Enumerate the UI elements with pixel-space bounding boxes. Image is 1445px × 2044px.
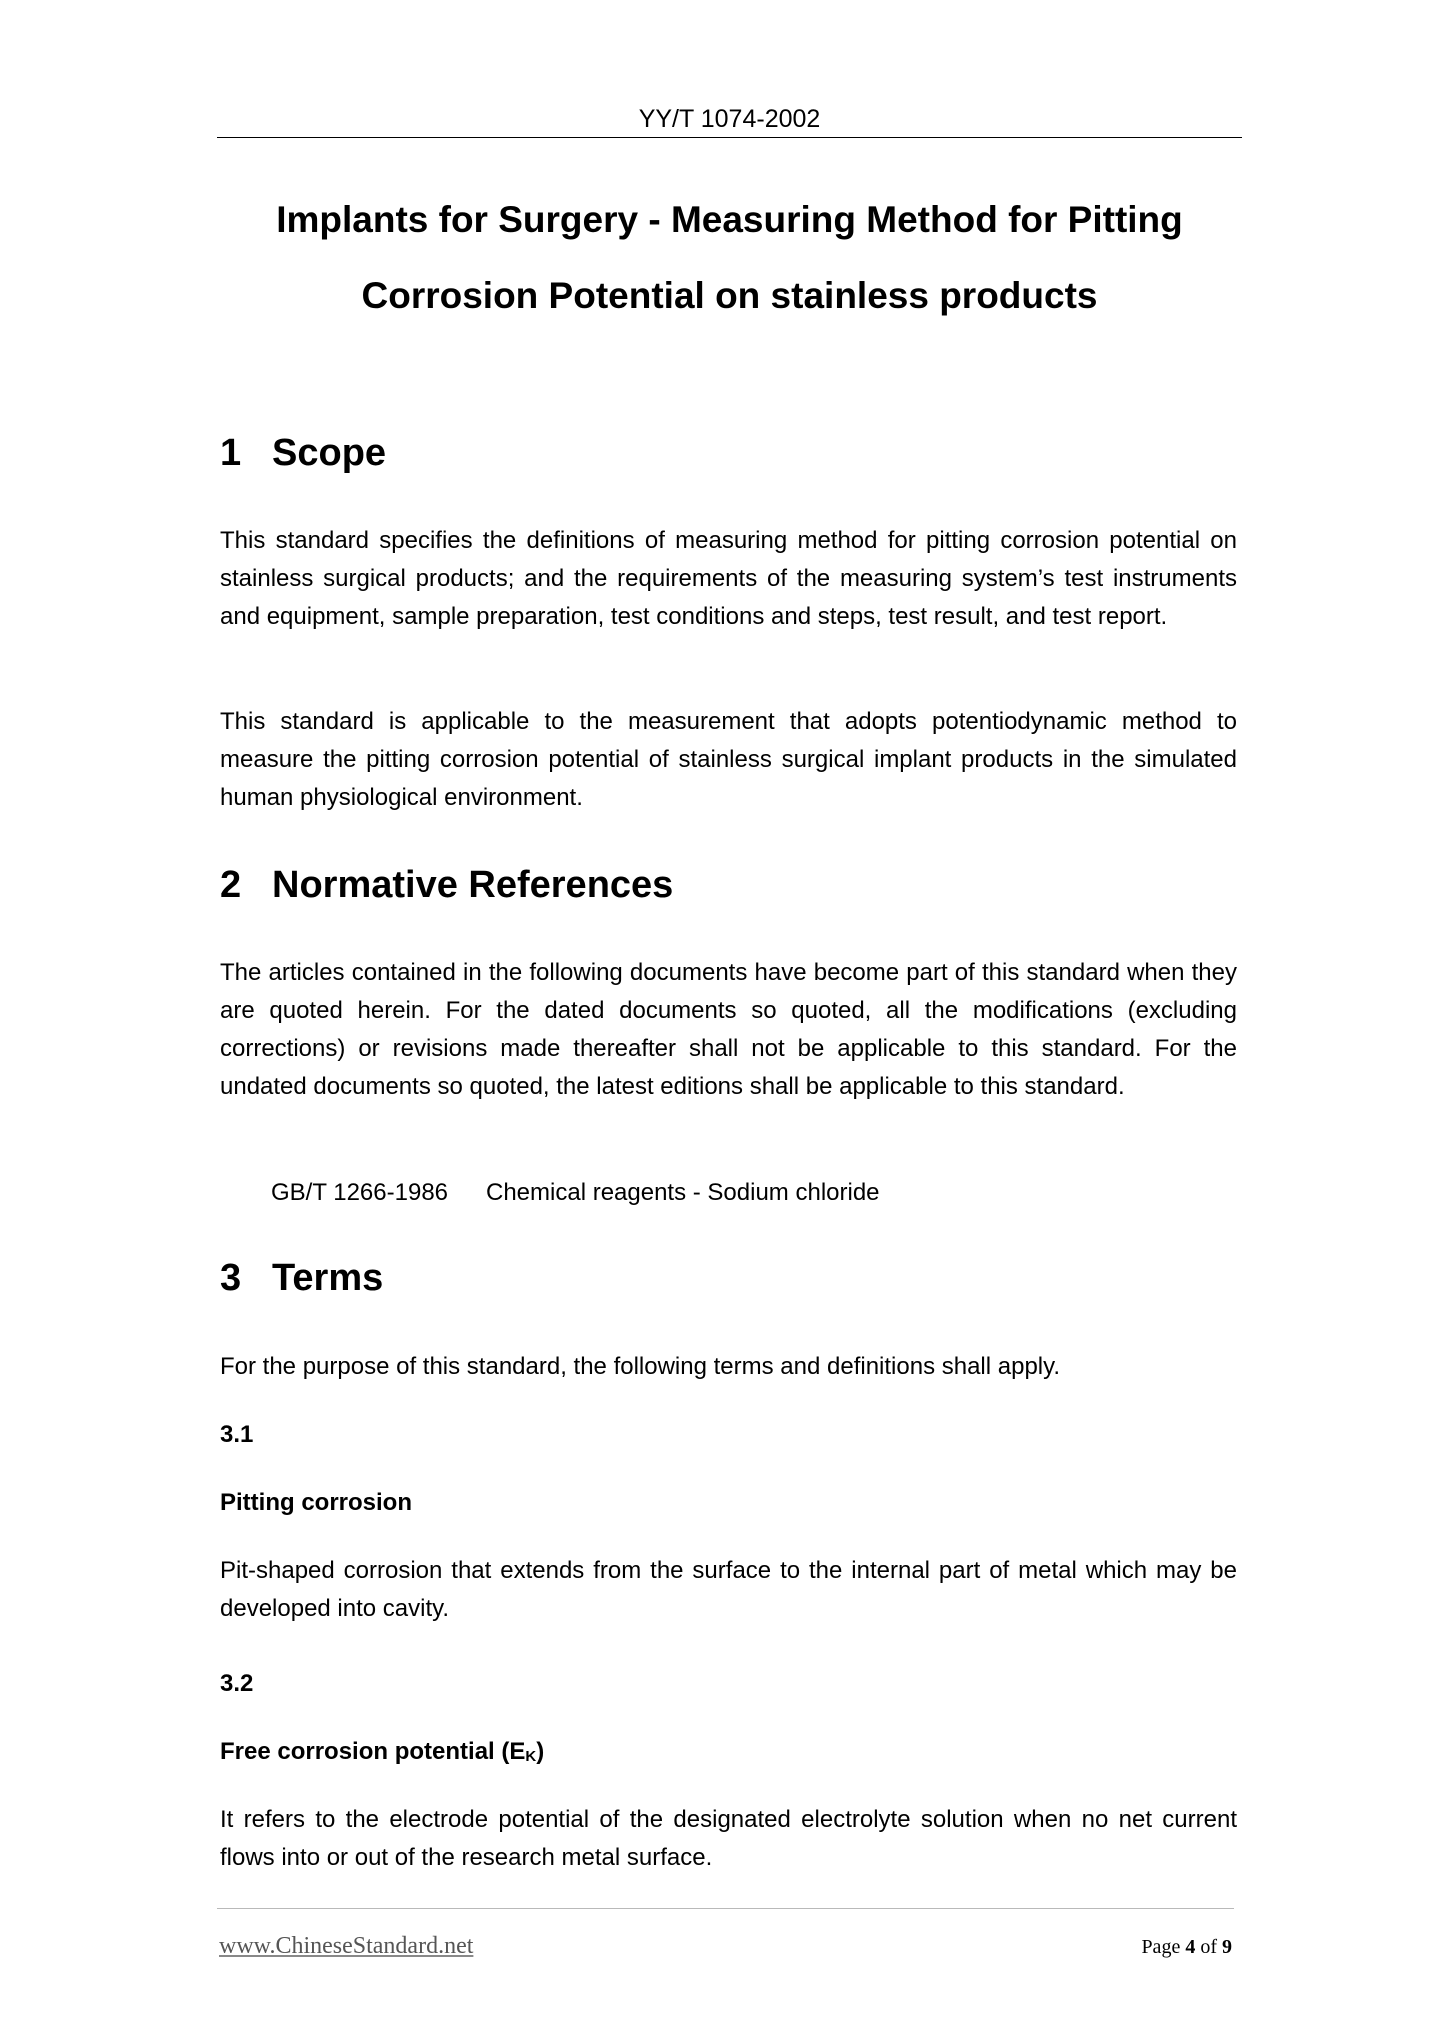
normative-reference-item — [271, 1174, 880, 1212]
title-line-1: Implants for Surgery - Measuring Method for Pitting — [276, 199, 1183, 240]
term-name-text: Free corrosion potential (E — [220, 1738, 526, 1765]
page-current: 4 — [1185, 1936, 1196, 1958]
term-number-3-1: 3.1 — [220, 1421, 254, 1448]
term-name-close: ) — [536, 1738, 545, 1765]
section-number: 3 — [220, 1257, 242, 1299]
document-title — [217, 182, 1242, 334]
term-number-3-2: 3.2 — [220, 1670, 254, 1697]
page-of-label: of — [1200, 1936, 1217, 1958]
section-heading-scope — [220, 430, 386, 476]
section-heading-terms — [220, 1255, 383, 1301]
section-title: Normative References — [272, 864, 674, 906]
website-link[interactable]: www.ChineseStandard.net — [219, 1933, 474, 1959]
reference-code: GB/T 1266-1986 — [271, 1179, 449, 1206]
page-total: 9 — [1222, 1936, 1232, 1958]
page-indicator — [1141, 1932, 1232, 1962]
term-name-free-corrosion-potential — [220, 1733, 544, 1776]
section-number: 2 — [220, 864, 242, 906]
terms-intro: For the purpose of this standard, the following terms and definitions shall apply. — [220, 1353, 1061, 1380]
term-definition-free-corrosion-potential: It refers to the electrode potential of the designated electrolyte solution when no net current flows into or out of the research metal surface. — [220, 1806, 1237, 1871]
normative-paragraph: The articles contained in the following documents have become part of this standard when they are quoted herein. For the dated documents so quoted, all the modifications (excluding corrections) or revisions made thereafter shall not be applicable to this standard. For the undated documents so quoted, the latest editions shall be applicable to this standard. — [220, 959, 1237, 1100]
scope-paragraph-1: This standard specifies the definitions of measuring method for pitting corrosion potential on stainless surgical products; and the requirements of the measuring system’s test instruments and equipment, sample preparation, test conditions and steps, test result, and test report. — [220, 527, 1237, 630]
section-title: Terms — [272, 1257, 384, 1299]
title-line-2: Corrosion Potential on stainless products — [361, 275, 1098, 316]
header-rule — [217, 137, 1242, 138]
term-name-pitting-corrosion: Pitting corrosion — [220, 1489, 412, 1516]
document-code-header: YY/T 1074-2002 — [638, 105, 821, 133]
scope-paragraph-2: This standard is applicable to the measurement that adopts potentiodynamic method to measure the pitting corrosion potential of stainless surgical implant products in the simulated human physiological environment. — [220, 708, 1237, 811]
term-definition-pitting-corrosion: Pit-shaped corrosion that extends from the surface to the internal part of metal which may be developed into cavity. — [220, 1557, 1237, 1622]
page-label: Page — [1141, 1936, 1181, 1958]
footer-rule — [217, 1908, 1234, 1909]
section-number: 1 — [220, 432, 242, 474]
section-heading-normative-references — [220, 862, 673, 908]
section-title: Scope — [272, 432, 387, 474]
reference-title: Chemical reagents - Sodium chloride — [486, 1179, 880, 1206]
term-name-subscript: K — [525, 1748, 537, 1765]
